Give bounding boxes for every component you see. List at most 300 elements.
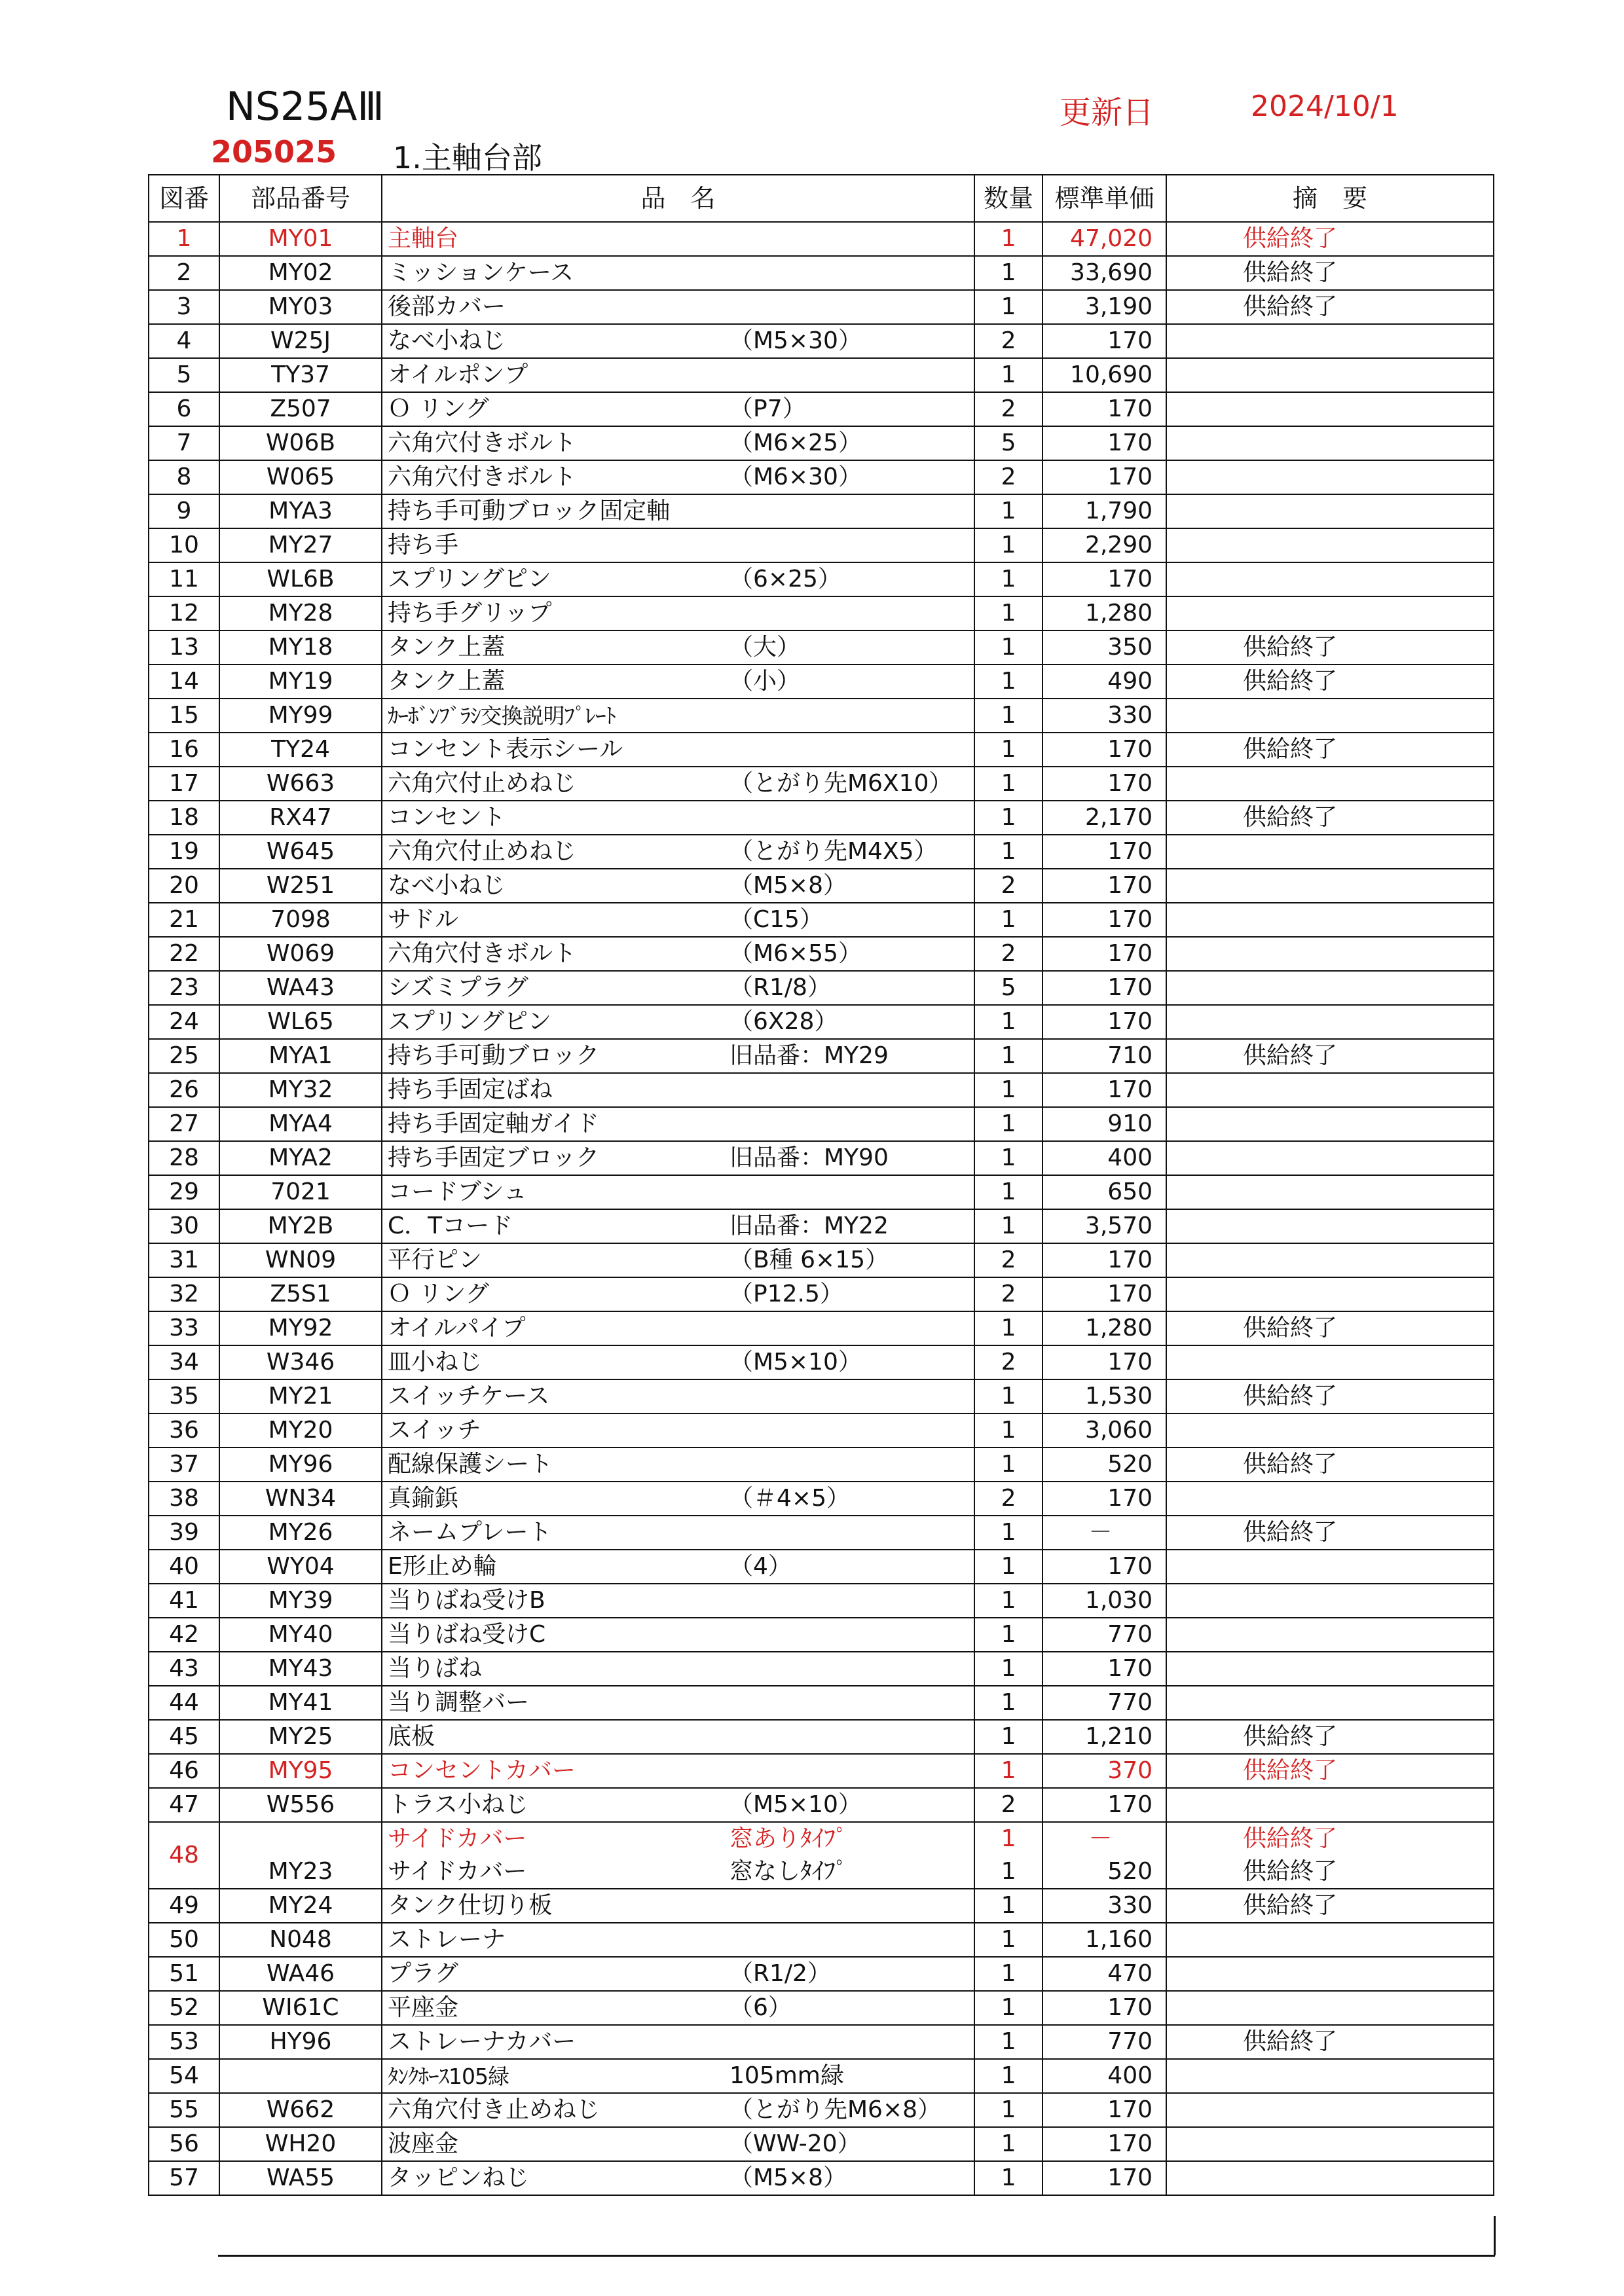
table-header-row bbox=[149, 175, 1494, 222]
part-number-cell: N048 bbox=[219, 1923, 382, 1957]
unit-price-cell: 470 bbox=[1043, 1957, 1166, 1991]
quantity-cell: 1 bbox=[974, 528, 1043, 562]
col-header-part-no: 部品番号 bbox=[219, 175, 382, 222]
table-row bbox=[149, 1822, 1494, 1855]
item-name-cell: 持ち手可動ブロック固定軸 bbox=[382, 494, 726, 528]
quantity-cell: 1 bbox=[974, 1175, 1043, 1209]
item-name-cell: 後部カバー bbox=[382, 290, 726, 324]
unit-price-cell: 1,160 bbox=[1043, 1923, 1166, 1957]
unit-price-cell: 170 bbox=[1043, 835, 1166, 869]
item-spec-cell bbox=[726, 1413, 974, 1448]
remarks-cell: 供給終了 bbox=[1166, 1855, 1494, 1889]
remarks-cell bbox=[1166, 767, 1494, 801]
quantity-cell: 1 bbox=[974, 290, 1043, 324]
part-number-cell: W346 bbox=[219, 1345, 382, 1379]
quantity-cell: 1 bbox=[974, 1754, 1043, 1788]
item-name-cell: スイッチ bbox=[382, 1413, 726, 1448]
item-name-cell: サドル bbox=[382, 903, 726, 937]
item-name-cell: 六角穴付きボルト bbox=[382, 937, 726, 971]
part-number-cell: W251 bbox=[219, 869, 382, 903]
col-header-remarks: 摘 要 bbox=[1166, 175, 1494, 222]
figure-no-cell: 50 bbox=[149, 1923, 219, 1957]
quantity-cell: 1 bbox=[974, 222, 1043, 256]
unit-price-cell: 170 bbox=[1043, 1991, 1166, 2025]
figure-no-cell: 2 bbox=[149, 256, 219, 290]
remarks-cell: 供給終了 bbox=[1166, 733, 1494, 767]
table-row bbox=[149, 256, 1494, 290]
item-spec-cell: （6×25） bbox=[726, 562, 974, 596]
table-row bbox=[149, 937, 1494, 971]
quantity-cell: 1 bbox=[974, 1379, 1043, 1413]
figure-no-cell: 24 bbox=[149, 1005, 219, 1039]
quantity-cell: 2 bbox=[974, 869, 1043, 903]
remarks-cell bbox=[1166, 460, 1494, 494]
item-name-cell: 持ち手固定ブロック bbox=[382, 1141, 726, 1175]
item-spec-cell: （C15） bbox=[726, 903, 974, 937]
table-row bbox=[149, 528, 1494, 562]
item-spec-cell bbox=[726, 1516, 974, 1550]
table-row bbox=[149, 2127, 1494, 2161]
figure-no-cell: 22 bbox=[149, 937, 219, 971]
table-row bbox=[149, 494, 1494, 528]
part-number-cell: MYA3 bbox=[219, 494, 382, 528]
unit-price-cell: 1,530 bbox=[1043, 1379, 1166, 1413]
table-row bbox=[149, 1107, 1494, 1141]
item-spec-cell: （4） bbox=[726, 1550, 974, 1584]
figure-no-cell: 52 bbox=[149, 1991, 219, 2025]
quantity-cell: 1 bbox=[974, 256, 1043, 290]
remarks-cell: 供給終了 bbox=[1166, 630, 1494, 665]
figure-no-cell: 44 bbox=[149, 1686, 219, 1720]
quantity-cell: 5 bbox=[974, 971, 1043, 1005]
unit-price-cell: 770 bbox=[1043, 1686, 1166, 1720]
quantity-cell: 1 bbox=[974, 1107, 1043, 1141]
remarks-cell bbox=[1166, 1107, 1494, 1141]
table-row bbox=[149, 1413, 1494, 1448]
update-date: 2024/10/1 bbox=[1251, 90, 1399, 123]
figure-no-cell: 3 bbox=[149, 290, 219, 324]
table-row bbox=[149, 1209, 1494, 1243]
remarks-cell: 供給終了 bbox=[1166, 1889, 1494, 1923]
quantity-cell: 1 bbox=[974, 2127, 1043, 2161]
part-number-cell: MY99 bbox=[219, 699, 382, 733]
item-spec-cell bbox=[726, 1686, 974, 1720]
table-row bbox=[149, 1448, 1494, 1482]
part-number-cell: WA55 bbox=[219, 2161, 382, 2195]
figure-no-cell: 55 bbox=[149, 2093, 219, 2127]
figure-no-cell: 14 bbox=[149, 665, 219, 699]
part-number-cell: MY01 bbox=[219, 222, 382, 256]
item-name-cell: 平座金 bbox=[382, 1991, 726, 2025]
item-spec-cell bbox=[726, 1379, 974, 1413]
item-name-cell: ストレーナ bbox=[382, 1923, 726, 1957]
part-number-cell: MY43 bbox=[219, 1652, 382, 1686]
remarks-cell bbox=[1166, 1991, 1494, 2025]
remarks-cell bbox=[1166, 1584, 1494, 1618]
item-spec-cell: （P12.5） bbox=[726, 1277, 974, 1311]
part-number-cell: MY19 bbox=[219, 665, 382, 699]
remarks-cell bbox=[1166, 1073, 1494, 1107]
item-spec-cell bbox=[726, 733, 974, 767]
table-row bbox=[149, 1584, 1494, 1618]
table-row bbox=[149, 1855, 1494, 1889]
item-name-cell: 当りばね受けC bbox=[382, 1618, 726, 1652]
item-name-cell: スプリングピン bbox=[382, 1005, 726, 1039]
unit-price-cell: 2,170 bbox=[1043, 801, 1166, 835]
figure-no-cell: 26 bbox=[149, 1073, 219, 1107]
table-row bbox=[149, 290, 1494, 324]
item-name-cell: 持ち手固定軸ガイド bbox=[382, 1107, 726, 1141]
item-name-cell: コンセント表示シール bbox=[382, 733, 726, 767]
item-name-cell: 六角穴付止めねじ bbox=[382, 767, 726, 801]
item-name-cell: オイルポンプ bbox=[382, 358, 726, 392]
figure-no-cell: 31 bbox=[149, 1243, 219, 1277]
remarks-cell: 供給終了 bbox=[1166, 1754, 1494, 1788]
quantity-cell: 1 bbox=[974, 494, 1043, 528]
part-number-cell: TY37 bbox=[219, 358, 382, 392]
remarks-cell bbox=[1166, 1141, 1494, 1175]
figure-no-cell: 10 bbox=[149, 528, 219, 562]
unit-price-cell: 910 bbox=[1043, 1107, 1166, 1141]
part-number-cell bbox=[219, 2059, 382, 2093]
item-name-cell: なべ小ねじ bbox=[382, 324, 726, 358]
figure-no-cell: 43 bbox=[149, 1652, 219, 1686]
item-name-cell: コンセントカバー bbox=[382, 1754, 726, 1788]
item-name-cell: 六角穴付き止めねじ bbox=[382, 2093, 726, 2127]
remarks-cell bbox=[1166, 2093, 1494, 2127]
remarks-cell bbox=[1166, 903, 1494, 937]
item-spec-cell bbox=[726, 1923, 974, 1957]
item-spec-cell bbox=[726, 1311, 974, 1345]
item-spec-cell: （6） bbox=[726, 1991, 974, 2025]
model-code: 205025 bbox=[211, 134, 337, 170]
part-number-cell: WN34 bbox=[219, 1482, 382, 1516]
remarks-cell bbox=[1166, 1209, 1494, 1243]
figure-no-cell: 40 bbox=[149, 1550, 219, 1584]
table-row bbox=[149, 1141, 1494, 1175]
figure-no-cell: 56 bbox=[149, 2127, 219, 2161]
unit-price-cell: 330 bbox=[1043, 1889, 1166, 1923]
figure-no-cell: 7 bbox=[149, 426, 219, 460]
remarks-cell bbox=[1166, 1618, 1494, 1652]
unit-price-cell: 170 bbox=[1043, 426, 1166, 460]
part-number-cell: WL6B bbox=[219, 562, 382, 596]
remarks-cell bbox=[1166, 1652, 1494, 1686]
unit-price-cell: 170 bbox=[1043, 1652, 1166, 1686]
item-name-cell: 持ち手グリップ bbox=[382, 596, 726, 630]
unit-price-cell: 170 bbox=[1043, 971, 1166, 1005]
table-row bbox=[149, 1720, 1494, 1754]
item-spec-cell bbox=[726, 1652, 974, 1686]
unit-price-cell: 10,690 bbox=[1043, 358, 1166, 392]
parts-table bbox=[148, 174, 1494, 2196]
table-row bbox=[149, 426, 1494, 460]
remarks-cell: 供給終了 bbox=[1166, 1039, 1494, 1073]
item-name-cell: 波座金 bbox=[382, 2127, 726, 2161]
figure-no-cell: 11 bbox=[149, 562, 219, 596]
item-spec-cell: 窓ありﾀｲﾌﾟ bbox=[726, 1822, 974, 1855]
quantity-cell: 1 bbox=[974, 1584, 1043, 1618]
remarks-cell: 供給終了 bbox=[1166, 1379, 1494, 1413]
unit-price-cell: 170 bbox=[1043, 1788, 1166, 1822]
item-spec-cell bbox=[726, 801, 974, 835]
item-name-cell: スイッチケース bbox=[382, 1379, 726, 1413]
figure-no-cell: 34 bbox=[149, 1345, 219, 1379]
bottom-rule bbox=[218, 2255, 1495, 2257]
remarks-cell bbox=[1166, 1482, 1494, 1516]
part-number-cell: HY96 bbox=[219, 2025, 382, 2059]
quantity-cell: 1 bbox=[974, 1686, 1043, 1720]
table-row bbox=[149, 630, 1494, 665]
quantity-cell: 1 bbox=[974, 1039, 1043, 1073]
table-row bbox=[149, 358, 1494, 392]
quantity-cell: 1 bbox=[974, 2161, 1043, 2195]
unit-price-cell: 170 bbox=[1043, 869, 1166, 903]
unit-price-cell: 1,280 bbox=[1043, 596, 1166, 630]
item-name-cell: 六角穴付きボルト bbox=[382, 426, 726, 460]
unit-price-cell: 3,060 bbox=[1043, 1413, 1166, 1448]
figure-no-cell: 12 bbox=[149, 596, 219, 630]
item-spec-cell: 旧品番：MY90 bbox=[726, 1141, 974, 1175]
bottom-rule-edge bbox=[1494, 2216, 1496, 2255]
figure-no-cell: 38 bbox=[149, 1482, 219, 1516]
figure-no-cell: 18 bbox=[149, 801, 219, 835]
unit-price-cell: 3,190 bbox=[1043, 290, 1166, 324]
unit-price-cell: 400 bbox=[1043, 2059, 1166, 2093]
figure-no-cell: 39 bbox=[149, 1516, 219, 1550]
part-number-cell: W25J bbox=[219, 324, 382, 358]
part-number-cell: W069 bbox=[219, 937, 382, 971]
table-row bbox=[149, 324, 1494, 358]
unit-price-cell: 770 bbox=[1043, 1618, 1166, 1652]
remarks-cell bbox=[1166, 1243, 1494, 1277]
unit-price-cell: 170 bbox=[1043, 1073, 1166, 1107]
unit-price-cell: 1,790 bbox=[1043, 494, 1166, 528]
section-title: 1.主軸台部 bbox=[393, 140, 542, 175]
figure-no-cell: 13 bbox=[149, 630, 219, 665]
item-name-cell: コードブシュ bbox=[382, 1175, 726, 1209]
item-name-cell: スプリングピン bbox=[382, 562, 726, 596]
item-name-cell: ストレーナカバー bbox=[382, 2025, 726, 2059]
remarks-cell bbox=[1166, 835, 1494, 869]
unit-price-cell: 1,030 bbox=[1043, 1584, 1166, 1618]
remarks-cell bbox=[1166, 392, 1494, 426]
item-spec-cell: （とがり先M6×8） bbox=[726, 2093, 974, 2127]
item-name-cell: タンク上蓋 bbox=[382, 630, 726, 665]
unit-price-cell: 170 bbox=[1043, 562, 1166, 596]
table-row bbox=[149, 1482, 1494, 1516]
item-spec-cell: 窓なしﾀｲﾌﾟ bbox=[726, 1855, 974, 1889]
figure-no-cell: 57 bbox=[149, 2161, 219, 2195]
figure-no-cell: 6 bbox=[149, 392, 219, 426]
part-number-cell: 7021 bbox=[219, 1175, 382, 1209]
table-row bbox=[149, 1379, 1494, 1413]
item-name-cell: 持ち手可動ブロック bbox=[382, 1039, 726, 1073]
part-number-cell: WN09 bbox=[219, 1243, 382, 1277]
item-spec-cell bbox=[726, 290, 974, 324]
remarks-cell: 供給終了 bbox=[1166, 1516, 1494, 1550]
part-number-cell: Z5S1 bbox=[219, 1277, 382, 1311]
part-number-cell: MY20 bbox=[219, 1413, 382, 1448]
quantity-cell: 1 bbox=[974, 1141, 1043, 1175]
remarks-cell: 供給終了 bbox=[1166, 801, 1494, 835]
remarks-cell bbox=[1166, 324, 1494, 358]
figure-no-cell: 15 bbox=[149, 699, 219, 733]
table-row bbox=[149, 1923, 1494, 1957]
table-row bbox=[149, 1550, 1494, 1584]
remarks-cell bbox=[1166, 562, 1494, 596]
figure-no-cell: 49 bbox=[149, 1889, 219, 1923]
unit-price-cell: 170 bbox=[1043, 903, 1166, 937]
unit-price-cell: 170 bbox=[1043, 1482, 1166, 1516]
part-number-cell: W065 bbox=[219, 460, 382, 494]
unit-price-cell: 520 bbox=[1043, 1448, 1166, 1482]
remarks-cell: 供給終了 bbox=[1166, 2025, 1494, 2059]
item-name-cell: サイドカバー bbox=[382, 1855, 726, 1889]
figure-no-cell: 9 bbox=[149, 494, 219, 528]
table-row bbox=[149, 971, 1494, 1005]
figure-no-cell: 41 bbox=[149, 1584, 219, 1618]
remarks-cell bbox=[1166, 1550, 1494, 1584]
remarks-cell bbox=[1166, 494, 1494, 528]
part-number-cell: MY96 bbox=[219, 1448, 382, 1482]
figure-no-cell: 36 bbox=[149, 1413, 219, 1448]
part-number-cell: W662 bbox=[219, 2093, 382, 2127]
unit-price-cell: 1,210 bbox=[1043, 1720, 1166, 1754]
item-spec-cell: 105mm緑 bbox=[726, 2059, 974, 2093]
part-number-cell: MY2B bbox=[219, 1209, 382, 1243]
item-spec-cell bbox=[726, 1073, 974, 1107]
table-row bbox=[149, 1652, 1494, 1686]
item-spec-cell: （R1/2） bbox=[726, 1957, 974, 1991]
unit-price-cell: 170 bbox=[1043, 324, 1166, 358]
figure-no-cell: 32 bbox=[149, 1277, 219, 1311]
figure-no-cell: 25 bbox=[149, 1039, 219, 1073]
item-spec-cell bbox=[726, 222, 974, 256]
item-spec-cell: （とがり先M6X10） bbox=[726, 767, 974, 801]
part-number-cell: MY41 bbox=[219, 1686, 382, 1720]
remarks-cell: 供給終了 bbox=[1166, 1720, 1494, 1754]
part-number-cell: MY95 bbox=[219, 1754, 382, 1788]
item-name-cell: 真鍮鋲 bbox=[382, 1482, 726, 1516]
item-name-cell: Ｏ リング bbox=[382, 1277, 726, 1311]
item-spec-cell: （＃4×5） bbox=[726, 1482, 974, 1516]
unit-price-cell: 170 bbox=[1043, 1277, 1166, 1311]
item-name-cell: 六角穴付きボルト bbox=[382, 460, 726, 494]
figure-no-cell: 54 bbox=[149, 2059, 219, 2093]
part-number-cell: MY02 bbox=[219, 256, 382, 290]
col-header-figure-no: 図番 bbox=[149, 175, 219, 222]
quantity-cell: 2 bbox=[974, 324, 1043, 358]
figure-no-cell: 16 bbox=[149, 733, 219, 767]
item-spec-cell bbox=[726, 699, 974, 733]
part-number-cell: TY24 bbox=[219, 733, 382, 767]
remarks-cell: 供給終了 bbox=[1166, 290, 1494, 324]
unit-price-cell: 170 bbox=[1043, 937, 1166, 971]
item-spec-cell: （大） bbox=[726, 630, 974, 665]
table-row bbox=[149, 1889, 1494, 1923]
unit-price-cell: 170 bbox=[1043, 460, 1166, 494]
unit-price-cell: 490 bbox=[1043, 665, 1166, 699]
quantity-cell: 1 bbox=[974, 1413, 1043, 1448]
unit-price-cell: 47,020 bbox=[1043, 222, 1166, 256]
item-spec-cell: （小） bbox=[726, 665, 974, 699]
unit-price-cell: 770 bbox=[1043, 2025, 1166, 2059]
unit-price-cell: － bbox=[1043, 1822, 1166, 1855]
part-number-cell: MYA2 bbox=[219, 1141, 382, 1175]
item-name-cell: タンク上蓋 bbox=[382, 665, 726, 699]
figure-no-cell: 23 bbox=[149, 971, 219, 1005]
unit-price-cell: 170 bbox=[1043, 767, 1166, 801]
item-spec-cell: （M5×30） bbox=[726, 324, 974, 358]
remarks-cell bbox=[1166, 426, 1494, 460]
table-row bbox=[149, 1243, 1494, 1277]
quantity-cell: 2 bbox=[974, 1482, 1043, 1516]
table-row bbox=[149, 460, 1494, 494]
quantity-cell: 1 bbox=[974, 1311, 1043, 1345]
part-number-cell: 7098 bbox=[219, 903, 382, 937]
quantity-cell: 1 bbox=[974, 1209, 1043, 1243]
quantity-cell: 1 bbox=[974, 1889, 1043, 1923]
part-number-cell: MY25 bbox=[219, 1720, 382, 1754]
item-name-cell: 底板 bbox=[382, 1720, 726, 1754]
figure-no-cell: 48 bbox=[149, 1822, 219, 1889]
quantity-cell: 1 bbox=[974, 358, 1043, 392]
part-number-cell: MY03 bbox=[219, 290, 382, 324]
item-name-cell: コンセント bbox=[382, 801, 726, 835]
quantity-cell: 1 bbox=[974, 903, 1043, 937]
unit-price-cell: 330 bbox=[1043, 699, 1166, 733]
remarks-cell bbox=[1166, 1175, 1494, 1209]
item-spec-cell: （M6×25） bbox=[726, 426, 974, 460]
quantity-cell: 1 bbox=[974, 1923, 1043, 1957]
table-row bbox=[149, 1005, 1494, 1039]
item-spec-cell bbox=[726, 1754, 974, 1788]
item-name-cell: ｶｰﾎﾞﾝﾌﾞﾗｼ交換説明ﾌﾟﾚｰﾄ bbox=[382, 699, 726, 733]
quantity-cell: 1 bbox=[974, 1822, 1043, 1855]
item-spec-cell: 旧品番：MY22 bbox=[726, 1209, 974, 1243]
part-number-cell: WY04 bbox=[219, 1550, 382, 1584]
remarks-cell bbox=[1166, 2127, 1494, 2161]
quantity-cell: 2 bbox=[974, 937, 1043, 971]
quantity-cell: 1 bbox=[974, 2059, 1043, 2093]
item-name-cell: E形止め輪 bbox=[382, 1550, 726, 1584]
item-spec-cell: （M5×8） bbox=[726, 869, 974, 903]
table-row bbox=[149, 869, 1494, 903]
table-row bbox=[149, 2025, 1494, 2059]
part-number-cell: MYA4 bbox=[219, 1107, 382, 1141]
table-row bbox=[149, 1175, 1494, 1209]
remarks-cell: 供給終了 bbox=[1166, 1448, 1494, 1482]
unit-price-cell: 2,290 bbox=[1043, 528, 1166, 562]
table-row bbox=[149, 1073, 1494, 1107]
figure-no-cell: 33 bbox=[149, 1311, 219, 1345]
quantity-cell: 2 bbox=[974, 1243, 1043, 1277]
item-name-cell: タッピンねじ bbox=[382, 2161, 726, 2195]
item-spec-cell: （WW-20） bbox=[726, 2127, 974, 2161]
quantity-cell: 1 bbox=[974, 1550, 1043, 1584]
item-spec-cell: （P7） bbox=[726, 392, 974, 426]
remarks-cell bbox=[1166, 1277, 1494, 1311]
table-row bbox=[149, 903, 1494, 937]
unit-price-cell: 400 bbox=[1043, 1141, 1166, 1175]
quantity-cell: 1 bbox=[974, 665, 1043, 699]
item-name-cell: 平行ピン bbox=[382, 1243, 726, 1277]
item-spec-cell: （M5×10） bbox=[726, 1788, 974, 1822]
unit-price-cell: － bbox=[1043, 1516, 1166, 1550]
quantity-cell: 1 bbox=[974, 630, 1043, 665]
item-spec-cell: （M6×30） bbox=[726, 460, 974, 494]
